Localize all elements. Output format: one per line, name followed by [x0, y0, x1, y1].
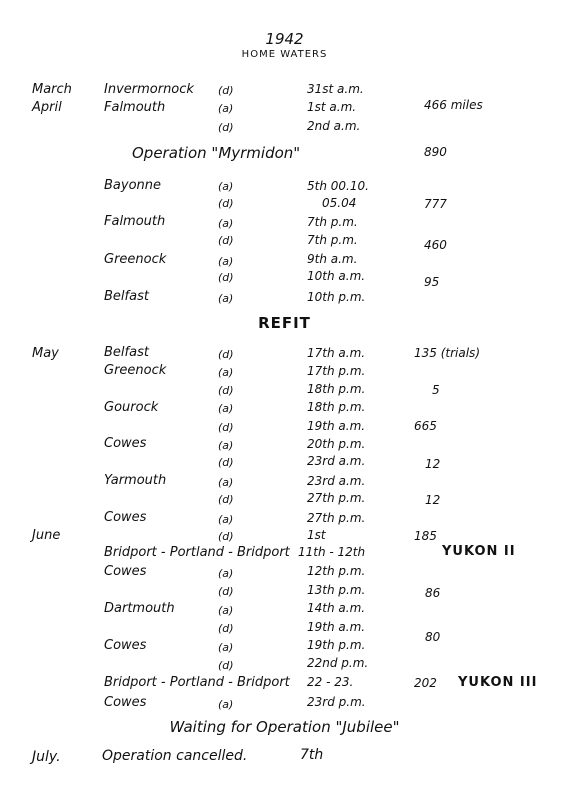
arrival-departure-code: (d) [218, 421, 234, 434]
time-label: 14th a.m. [307, 601, 366, 615]
operation-jubilee-heading: Waiting for Operation "Jubilee" [169, 718, 400, 736]
time-label: 5th 00.10. [307, 179, 369, 193]
arrival-departure-code: (d) [218, 234, 234, 247]
time-label: 22 - 23. [307, 675, 354, 689]
month-label: May [32, 346, 59, 361]
arrival-departure-code: (d) [218, 271, 234, 284]
time-label: 18th p.m. [307, 382, 366, 396]
place-label: Yarmouth [104, 473, 167, 488]
arrival-departure-code: (a) [218, 102, 234, 115]
time-label: 23rd a.m. [307, 474, 366, 488]
arrival-departure-code: (d) [218, 585, 234, 598]
arrival-departure-code: (a) [218, 476, 234, 489]
distance-label: 12 [425, 457, 441, 471]
arrival-departure-code: (a) [218, 402, 234, 415]
distance-label: 80 [425, 630, 441, 644]
arrival-departure-code: (d) [218, 384, 234, 397]
time-label: 2nd a.m. [307, 119, 361, 133]
distance-label: 460 [424, 238, 447, 252]
month-label: July. [32, 749, 61, 765]
arrival-departure-code: (d) [218, 622, 234, 635]
arrival-departure-code: (a) [218, 292, 234, 305]
place-label: Cowes [104, 510, 147, 525]
place-label: Gourock [104, 400, 159, 415]
time-label: 20th p.m. [307, 437, 366, 451]
distance-label: 466 miles [424, 98, 483, 112]
vessel-name: YUKON II [442, 544, 516, 559]
place-label: Falmouth [104, 214, 166, 229]
arrival-departure-code: (a) [218, 567, 234, 580]
time-label: 27th p.m. [307, 511, 366, 525]
time-label: 1st a.m. [307, 100, 357, 114]
place-label: Belfast [104, 345, 149, 360]
arrival-departure-code: (a) [218, 698, 234, 711]
refit-heading: REFIT [258, 314, 311, 332]
time-label: 17th p.m. [307, 364, 366, 378]
distance-label: 5 [432, 383, 440, 397]
distance-label: 890 [424, 145, 447, 159]
time-label: 7th p.m. [307, 233, 358, 247]
distance-label: 665 [414, 419, 437, 433]
time-label: 10th p.m. [307, 290, 366, 304]
cancellation-note: Operation cancelled. [102, 748, 248, 764]
time-label: 22nd p.m. [307, 656, 369, 670]
time-label: 17th a.m. [307, 346, 366, 360]
arrival-departure-code: (a) [218, 255, 234, 268]
vessel-name: YUKON III [458, 675, 538, 690]
time-label: 10th a.m. [307, 269, 366, 283]
arrival-departure-code: (a) [218, 641, 234, 654]
arrival-departure-code: (d) [218, 84, 234, 97]
route-label: Bridport - Portland - Bridport [104, 545, 290, 560]
arrival-departure-code: (a) [218, 180, 234, 193]
time-label: 19th p.m. [307, 638, 366, 652]
time-label: 31st a.m. [307, 82, 364, 96]
time-label: 05.04 [322, 196, 357, 210]
time-label: 1st [307, 528, 326, 542]
place-label: Cowes [104, 436, 147, 451]
place-label: Bayonne [104, 178, 162, 193]
arrival-departure-code: (d) [218, 456, 234, 469]
arrival-departure-code: (d) [218, 348, 234, 361]
arrival-departure-code: (a) [218, 366, 234, 379]
time-label: 13th p.m. [307, 583, 366, 597]
time-label: 19th a.m. [307, 620, 366, 634]
place-label: Greenock [104, 252, 167, 267]
place-label: Falmouth [104, 100, 166, 115]
time-label: 27th p.m. [307, 491, 366, 505]
route-label: Bridport - Portland - Bridport [104, 675, 290, 690]
place-label: Cowes [104, 695, 147, 710]
distance-label: 12 [425, 493, 441, 507]
page-year: 1942 [265, 30, 304, 48]
place-label: Cowes [104, 564, 147, 579]
place-label: Cowes [104, 638, 147, 653]
place-label: Dartmouth [104, 601, 175, 616]
time-label: 12th p.m. [307, 564, 366, 578]
arrival-departure-code: (a) [218, 513, 234, 526]
month-label: June [32, 528, 61, 543]
month-label: April [32, 100, 62, 115]
arrival-departure-code: (a) [218, 439, 234, 452]
page-subtitle: HOME WATERS [241, 49, 328, 60]
time-label: 9th a.m. [307, 252, 358, 266]
distance-label: 86 [425, 586, 441, 600]
distance-label: 777 [424, 197, 447, 211]
arrival-departure-code: (a) [218, 217, 234, 230]
month-label: March [32, 82, 72, 97]
arrival-departure-code: (d) [218, 659, 234, 672]
distance-label: 135 (trials) [414, 346, 480, 360]
time-label: 7th [300, 747, 324, 763]
arrival-departure-code: (d) [218, 197, 234, 210]
time-label: 7th p.m. [307, 215, 358, 229]
distance-label: 202 [414, 676, 437, 690]
time-label: 19th a.m. [307, 419, 366, 433]
time-label: 11th - 12th [298, 545, 366, 559]
arrival-departure-code: (d) [218, 121, 234, 134]
arrival-departure-code: (d) [218, 493, 234, 506]
arrival-departure-code: (a) [218, 604, 234, 617]
operation-myrmidon-heading: Operation "Myrmidon" [132, 144, 301, 162]
distance-label: 185 [414, 529, 437, 543]
time-label: 23rd p.m. [307, 695, 366, 709]
place-label: Invermornock [104, 82, 194, 97]
place-label: Belfast [104, 289, 149, 304]
place-label: Greenock [104, 363, 167, 378]
arrival-departure-code: (d) [218, 530, 234, 543]
distance-label: 95 [424, 275, 440, 289]
time-label: 18th p.m. [307, 400, 366, 414]
time-label: 23rd a.m. [307, 454, 366, 468]
